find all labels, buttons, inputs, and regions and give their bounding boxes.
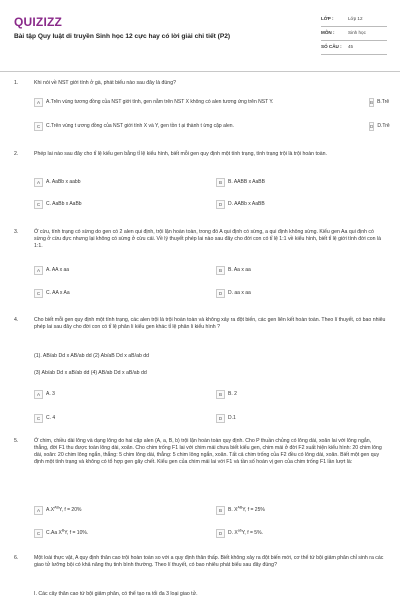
option-letter: B bbox=[216, 266, 225, 275]
option-b[interactable] bbox=[369, 97, 388, 108]
meta-grade-value: Lớp 12 bbox=[348, 16, 363, 22]
option-letter: D bbox=[216, 200, 225, 209]
option-a[interactable] bbox=[34, 177, 214, 188]
meta-row-grade bbox=[321, 13, 387, 27]
meta-count-value: 45 bbox=[348, 44, 354, 50]
question-4 bbox=[14, 317, 388, 429]
option-text: C. AaBb x AaBb bbox=[46, 201, 82, 208]
option-text: D. AABb x AaBB bbox=[228, 201, 265, 208]
option-c[interactable] bbox=[34, 199, 214, 210]
meta-count-label: SỐ CÂU : bbox=[321, 44, 342, 50]
meta-grade-label: LỚP : bbox=[321, 16, 334, 22]
option-letter: C bbox=[34, 289, 43, 298]
question-text: Phép lai nào sau đây cho tỉ lệ kiểu gen bằng tỉ lệ kiểu hình, biết mỗi gen quy định một tính trạng, tính trạng trội là trội hoàn toàn. bbox=[34, 151, 327, 157]
question-number: 5. bbox=[14, 438, 19, 444]
option-b[interactable] bbox=[216, 177, 386, 188]
option-a[interactable] bbox=[34, 265, 214, 276]
option-d[interactable] bbox=[216, 199, 386, 210]
option-text: B. Aa x aa bbox=[228, 267, 251, 274]
option-text: A. AA x aa bbox=[46, 267, 70, 274]
option-text: B.Trê bbox=[377, 99, 390, 106]
option-text: B. AABB x AaBB bbox=[228, 179, 265, 186]
question-text: Khi nói về NST giới tính ở gà, phát biểu nào sau đây là đúng? bbox=[34, 80, 176, 86]
option-letter: B bbox=[216, 178, 225, 187]
question-text: Cho biết mỗi gen quy định một tính trạng, các alen trội là trội hoàn toàn và không xảy ra đột biến, các gen liên kết hoàn toàn. Theo lí thuyết, có bao nhiêu phép lai sau đây cho đời con có tỉ lệ phân li kiểu gen khác tỉ lệ phân li kiểu hình ? bbox=[34, 317, 386, 331]
option-text: B. 2 bbox=[228, 391, 237, 398]
option-d[interactable] bbox=[216, 413, 386, 424]
option-letter: B bbox=[370, 100, 374, 105]
header bbox=[0, 0, 400, 72]
question-number: 3. bbox=[14, 229, 19, 235]
option-letter: D bbox=[370, 124, 374, 129]
option-letter: D bbox=[216, 414, 225, 423]
option-letter: A bbox=[34, 178, 43, 187]
option-text: C.Trên vùng t ương đồng của NST giới tính X và Y, gen tồn t ại thành t ừng cặp alen. bbox=[46, 123, 234, 130]
option-letter: D bbox=[216, 529, 225, 538]
question-5 bbox=[14, 438, 388, 542]
option-letter: A bbox=[34, 266, 43, 275]
option-c[interactable] bbox=[34, 121, 374, 132]
question-6 bbox=[14, 555, 388, 600]
question-number: 4. bbox=[14, 317, 19, 323]
option-text: C.Aa $X^BY$, f = 10%. bbox=[46, 528, 89, 537]
option-a[interactable] bbox=[34, 389, 214, 400]
option-letter: A bbox=[34, 390, 43, 399]
option-text: D.Trê bbox=[377, 123, 390, 130]
option-text: D. $X^{ab}Y$, f = 5%. bbox=[228, 528, 263, 537]
option-d[interactable] bbox=[216, 528, 386, 539]
option-d[interactable] bbox=[216, 288, 386, 299]
meta-box bbox=[321, 13, 387, 55]
question-crosses-2: (3) Ab/ab Dd x aB/ab dd (4) AB/ab Dd x aB/ab dd bbox=[34, 370, 147, 376]
option-text: C. 4 bbox=[46, 415, 56, 422]
question-number: 6. bbox=[14, 555, 19, 561]
question-number: 1. bbox=[14, 80, 19, 86]
question-text: Một loài thực vật, A quy định thân cao trội hoàn toàn so với a quy định thân thấp. Biết không xảy ra đột biến mới, cơ thể tứ bội giảm phân chỉ sinh ra các giao tử lưỡng bội có khả năng thụ tinh bình thường. Theo lí thuyết, có bao nhiêu phát biểu sau đây đúng? bbox=[34, 555, 384, 569]
option-b[interactable] bbox=[216, 389, 386, 400]
option-letter: A bbox=[34, 506, 43, 515]
question-text: Ở chim, chiều dài lông và dạng lông do hai cặp alen (A, a, B, b) trội lặn hoàn toàn quy định. Cho P thuần chủng có lông dài, xoăn lai với lông ngắn, thẳng, đời F1 thu được toàn lông dài, xoăn. Cho chim trống F1 lai với chim mái chưa biết kiểu gen, chim mái ở đời F2 xuất hiện kiểu hình: 20 chim lông dài, xoăn: 20 chim lông ngắn, thẳng: 5 chim lông dài, thẳng: 5 chim lông ngắn, xoăn. Tất cả chim trống của F2 đều có lông dài, xoăn. Biết một gen quy định một tính trạng và không có tổ hợp gen gây chết. Kiểu gen của chim mái lai với F1 và tần số hoán vị gen của chim trống F1 lần lượt là: bbox=[34, 438, 382, 466]
option-text: A.Trên vùng tương đồng của NST giới tính, gen nằm trên NST X không có alen tương ứng trên NST Y. bbox=[46, 99, 274, 106]
option-letter: C bbox=[34, 414, 43, 423]
option-letter: D bbox=[216, 289, 225, 298]
question-number: 2. bbox=[14, 151, 19, 157]
meta-row-count bbox=[321, 41, 387, 55]
meta-subject-value: Sinh học bbox=[348, 30, 366, 36]
option-b[interactable] bbox=[216, 265, 386, 276]
statement-1: I. Các cây thân cao tứ bội giảm phân, có thể tạo ra tối đa 3 loại giao tử. bbox=[34, 591, 198, 597]
option-b[interactable] bbox=[216, 505, 386, 516]
question-1 bbox=[14, 80, 388, 138]
question-2 bbox=[14, 151, 388, 217]
option-letter: C bbox=[34, 200, 43, 209]
option-a[interactable] bbox=[34, 97, 374, 108]
option-letter: B bbox=[216, 506, 225, 515]
option-text: B. $X^{AB}Y$, f = 25% bbox=[228, 505, 265, 514]
option-letter: B bbox=[216, 390, 225, 399]
option-c[interactable] bbox=[34, 413, 214, 424]
option-text: D.1 bbox=[228, 415, 236, 422]
question-3 bbox=[14, 229, 388, 309]
option-letter: A bbox=[34, 98, 43, 107]
option-letter: C bbox=[34, 529, 43, 538]
quizizz-logo: QUIZIZZ bbox=[14, 15, 63, 29]
question-text: Ở cừu, tính trạng có sừng do gen có 2 alen qui định, trội lặn hoàn toàn, trong đó A qui định có sừng, a qui định không sừng. Kiểu gen Aa qui định có sừng ở cừu đực nhưng lại không có sừng ở cừu cái. Về lý thuyết phép lai nào sau đây cho đời con có tỉ lệ 1:1 về kiểu hình, biết tỉ lệ giới tính đời con là 1:1. bbox=[34, 229, 381, 250]
meta-subject-label: MÔN : bbox=[321, 30, 335, 36]
question-crosses-1: (1). AB/ab Dd x AB/ab dd (2) Ab/aB Dd x aB/ab dd bbox=[34, 353, 150, 359]
option-text: C. AA x Aa bbox=[46, 290, 70, 297]
meta-row-subject bbox=[321, 27, 387, 41]
option-text: $A.X^{AB}Y$, f = 20% bbox=[46, 505, 82, 514]
option-text: A. AaBb x aabb bbox=[46, 179, 81, 186]
option-letter: C bbox=[34, 122, 43, 131]
option-d[interactable] bbox=[369, 121, 388, 132]
option-c[interactable] bbox=[34, 528, 214, 539]
document-title: Bài tập Quy luật di truyền Sinh học 12 cực hay có lời giải chi tiết (P2) bbox=[14, 33, 231, 40]
option-a[interactable] bbox=[34, 505, 214, 516]
option-text: A. 3 bbox=[46, 391, 55, 398]
header-divider bbox=[0, 71, 400, 72]
option-c[interactable] bbox=[34, 288, 214, 299]
option-text: D. aa x aa bbox=[228, 290, 251, 297]
